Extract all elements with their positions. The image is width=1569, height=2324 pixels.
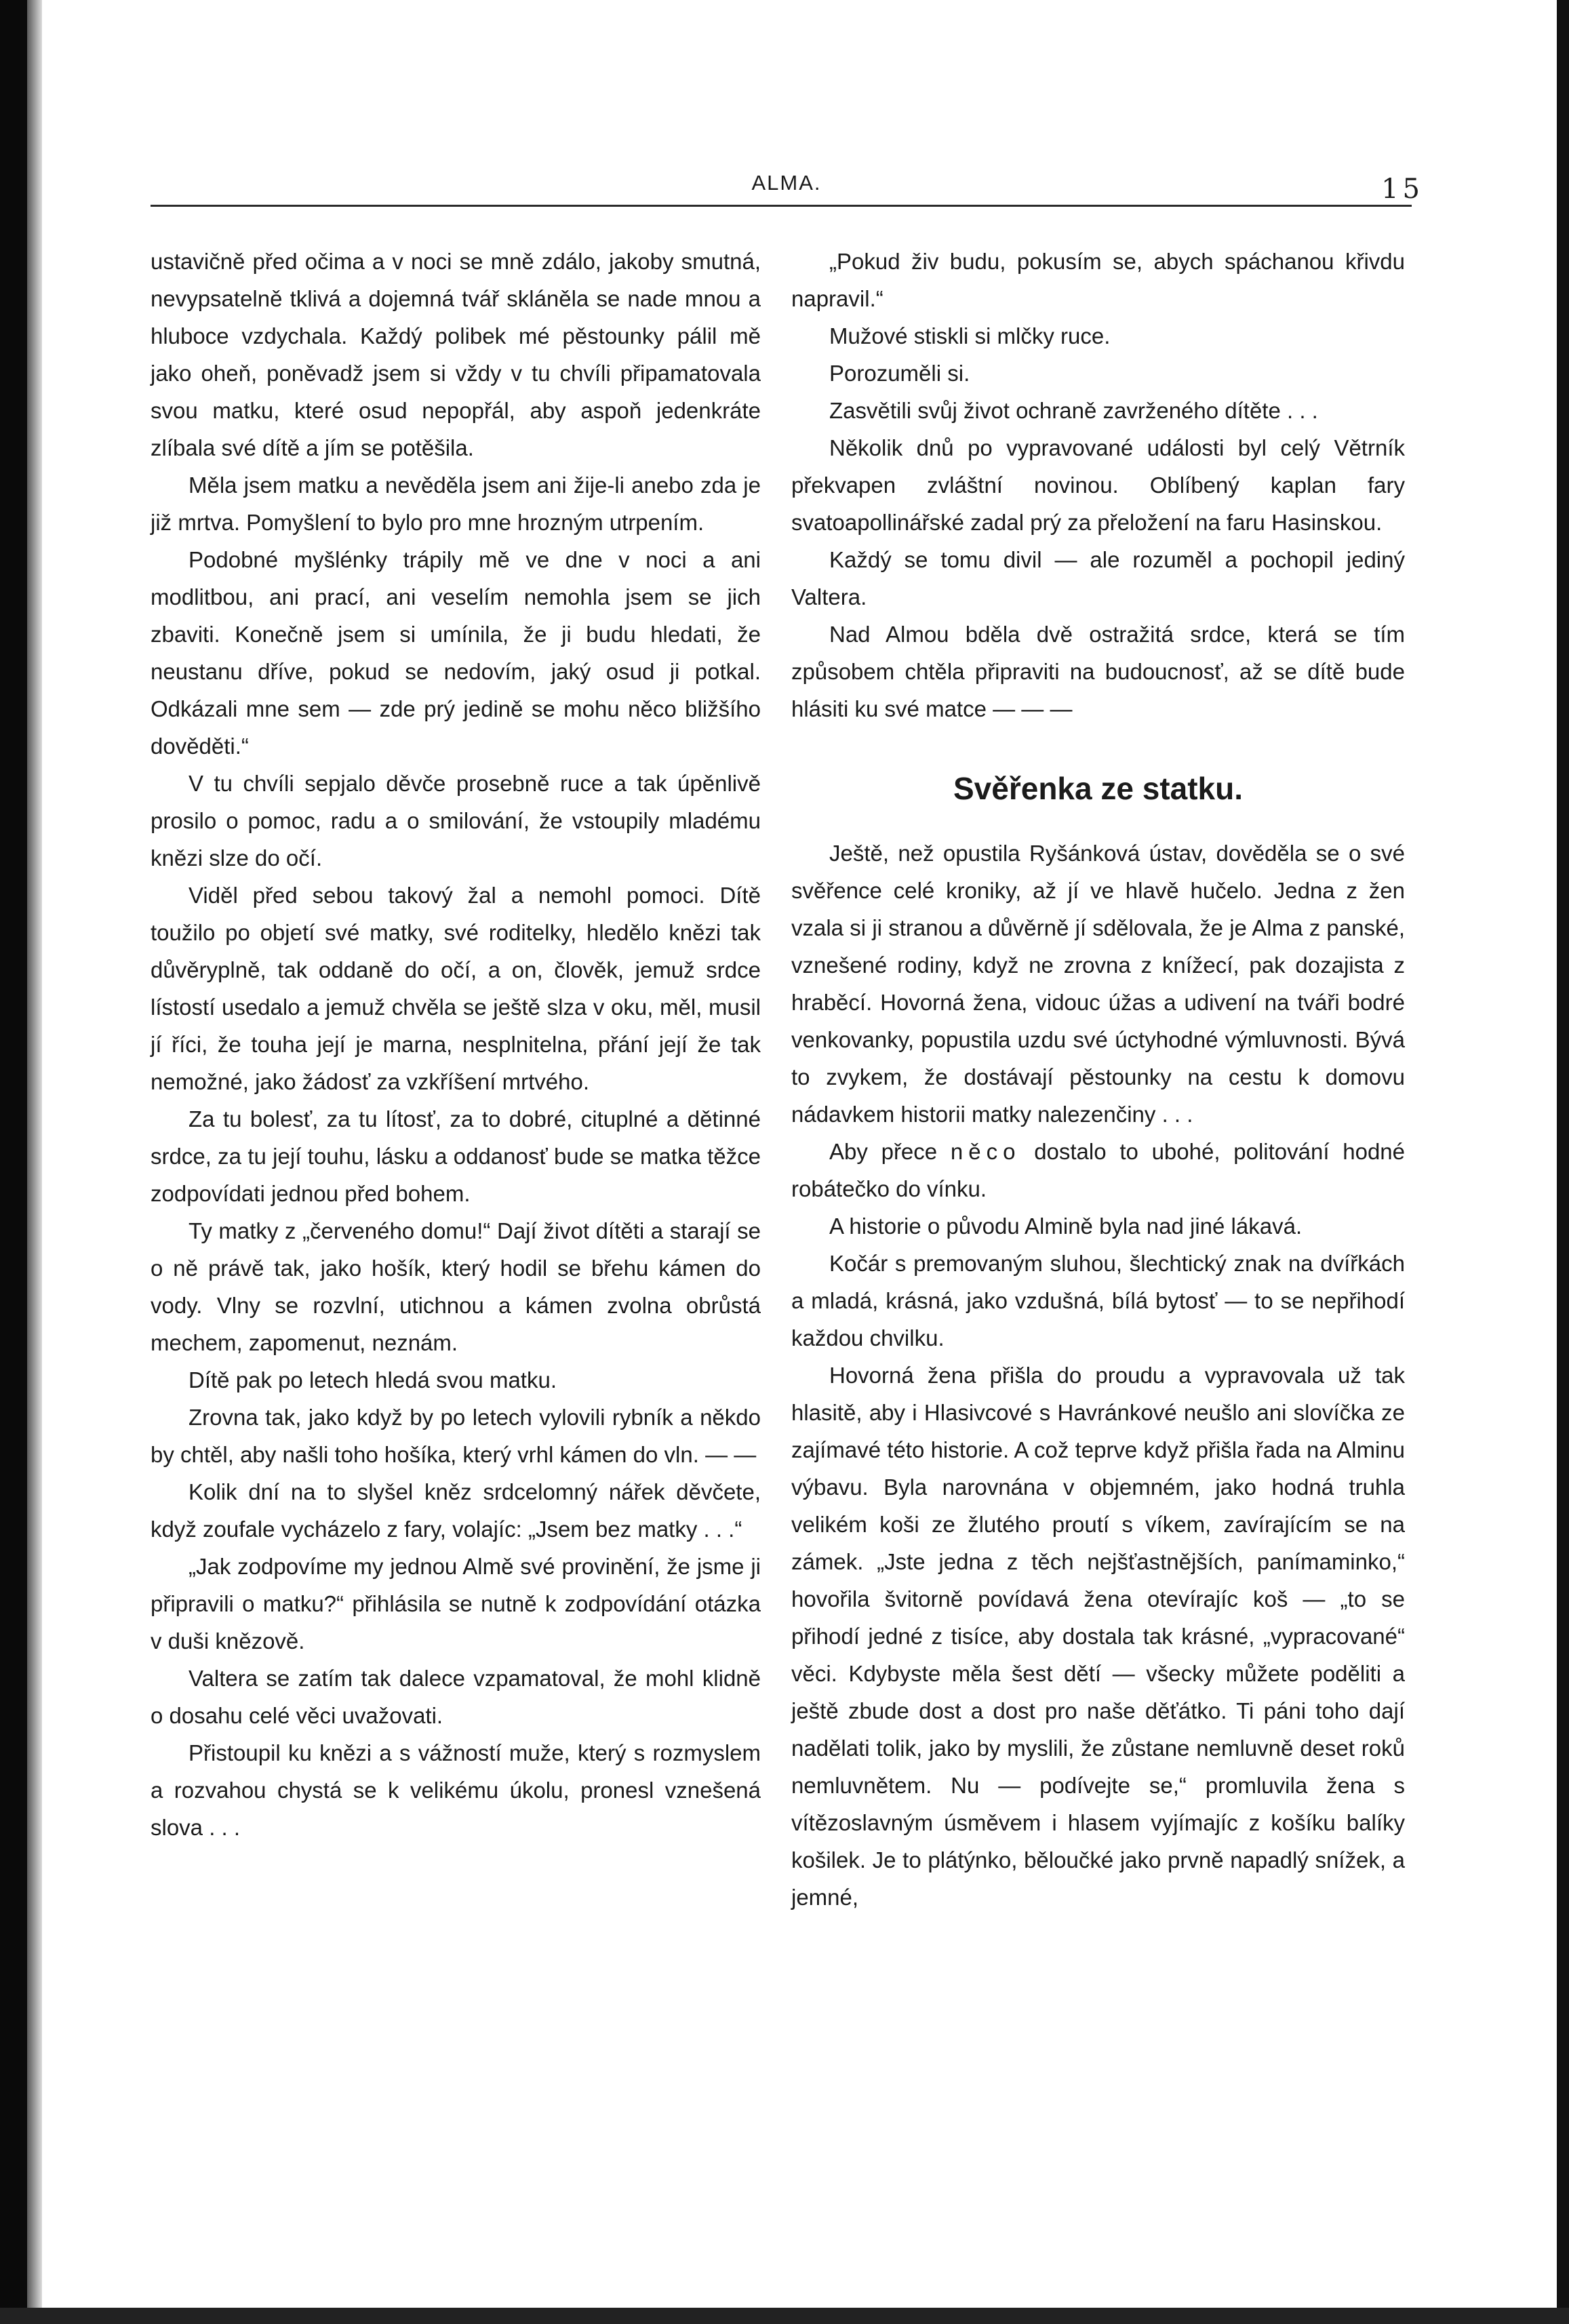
paragraph [791, 1133, 1405, 1207]
paragraph: Dítě pak po letech hledá svou matku. [188, 1367, 557, 1393]
paragraph: Několik dnů po vypravované události byl celý Větrník překvapen zvláštní novinou. Oblíbený kaplan fary svatoapollinářské zadal prý za přeložení na faru Hasinskou. [791, 435, 1405, 535]
paragraph: Kočár s premovaným sluhou, šlechtický znak na dvířkách a mladá, krásná, jako vzdušná, bílá bytosť — to se nepřihodí každou chvilku. [791, 1251, 1405, 1350]
paragraph: Přistoupil ku knězi a s vážností muže, který s rozmyslem a rozvahou chystá se k velikému úkolu, pronesl vznešená slova . . . [151, 1740, 761, 1840]
running-title: ALMA. [751, 171, 822, 195]
paragraph: „Pokud živ budu, pokusím se, abych spáchanou křivdu napravil.“ [791, 249, 1405, 311]
paragraph: Zrovna tak, jako když by po letech vylovili rybník a někdo by chtěl, aby našli toho hošíka, který vrhl kámen do vln. — — [151, 1405, 761, 1467]
paragraph: Za tu bolesť, za tu lítosť, za to dobré, cituplné a dětinné srdce, za tu její touhu, lásku a oddanosť bude se matka těžce zodpovídati jednou před bohem. [151, 1106, 761, 1206]
paragraph: Ještě, než opustila Ryšánková ústav, dověděla se o své svěřence celé kroniky, až jí ve hlavě hučelo. Jedna z žen vzala si ji stranou a důvěrně jí sdělovala, že je Alma z panské, vznešené rodiny, když ne zrovna z knížecí, pak dozajista z hraběcí. Hovorná žena, vidouc úžas a udivení na tváři bodré venkovanky, popustila uzdu své úctyhodné výmluvnosti. Bývá to zvykem, že dostávají pěstounky na cestu k domovu nádavkem historii matky nalezenčiny . . . [791, 841, 1405, 1127]
page-number: 15 [1381, 174, 1424, 205]
paragraph: Mužové stiskli si mlčky ruce. [829, 323, 1111, 348]
right-column [791, 243, 1405, 1916]
paragraph-text: Aby přece [829, 1139, 938, 1164]
paragraph: Každý se tomu divil — ale rozuměl a pochopil jediný Valtera. [791, 547, 1405, 609]
paragraph: Porozuměli si. [829, 361, 970, 386]
section-heading: Svěřenka ze statku. [953, 771, 1243, 806]
paragraph: Nad Almou bděla dvě ostražitá srdce, která se tím způsobem chtěla připraviti na budoucnosť, až se dítě bude hlásiti ku své matce — — — [791, 622, 1405, 721]
paragraph: Valtera se zatím tak dalece vzpamatoval, že mohl klidně o dosahu celé věci uvažovati. [151, 1666, 761, 1728]
paragraph: Podobné myšlénky trápily mě ve dne v noci a ani modlitbou, ani prací, ani veselím nemohla jsem se jich zbaviti. Konečně jsem si umínila, že ji budu hledati, že neustanu dříve, pokud se nedovím, jaký osud ji potkal. Odkázali mne sem — zde prý jedině se mohu něco bližšího dověděti.“ [151, 547, 761, 759]
paragraph: Zasvětili svůj život ochraně zavrženého dítěte . . . [829, 398, 1318, 423]
paragraph: Měla jsem matku a nevěděla jsem ani žije-li anebo zda je již mrtva. Pomyšlení to bylo pro mne hrozným utrpením. [151, 473, 761, 535]
paragraph: ustavičně před očima a v noci se mně zdálo, jakoby smutná, nevypsatelně tklivá a dojemná tvář skláněla se nade mnou a hluboce vzdychala. Každý polibek mé pěstounky pálil mě jako oheň, poněvadž jsem si vždy v tu chvíli připamatovala svou matku, které osud nepopřál, aby aspoň jedenkráte zlíbala své dítě a jím se potěšila. [151, 249, 761, 460]
paragraph: A historie o původu Almině byla nad jiné lákavá. [829, 1214, 1303, 1239]
paragraph: „Jak zodpovíme my jednou Almě své provinění, že jsme ji připravili o matku?“ přihlásila se nutně k zodpovídání otázka v duši knězově. [151, 1554, 761, 1654]
paragraph: Viděl před sebou takový žal a nemohl pomoci. Dítě toužilo po objetí své matky, své roditelky, hledělo knězi tak důvěryplně, tak oddaně do očí, a on, člověk, jemuž srdce lístostí usedalo a jemuž chvěla se ještě slza v oku, měl, musil jí říci, že touha její je marna, nesplnitelna, přání její že tak nemožné, jako žádosť za vzkříšení mrtvého. [151, 883, 761, 1094]
paragraph: Kolik dní na to slyšel kněz srdcelomný nářek děvčete, když zoufale vycházelo z fary, volajíc: „Jsem bez matky . . .“ [151, 1479, 761, 1542]
paragraph: V tu chvíli sepjalo děvče prosebně ruce a tak úpěnlivě prosilo o pomoc, radu a o smilování, že vstoupily mladému knězi slze do očí. [151, 771, 761, 870]
paragraph: Hovorná žena přišla do proudu a vypravovala už tak hlasitě, aby i Hlasivcové s Havránkové neušlo ani slovíčka ze zajímavé této historie. A což teprve když přišla řada na Alminu výbavu. Byla narovnána v objemném, jako hodná truhla velikém koši ze žlutého proutí s víkem, zavírajícím se na zámek. „Jste jedna z těch nejšťastnějších, panímaminko,“ hovořila švitorně povídavá žena otevírajíc koš — „to se přihodí jedné z tisíce, aby dostala tak krásné, „vypracované“ věci. Kdybyste měla šest dětí — všecky můžete poděliti a ještě zbude dost a dost pro naše děťátko. Ti páni toho dají nadělati tolik, jako by myslili, že zůstane nemluvně deset roků nemluvnětem. Nu — podívejte se,“ promluvila žena s vítězoslavným úsměvem i hlasem vyjímajíc z košíku balíky košilek. Je to plátýnko, běloučké jako prvně napadlý snížek, a jemné, [791, 1363, 1405, 1910]
spaced-emphasis: něco [950, 1139, 1021, 1164]
paragraph: Ty matky z „červeného domu!“ Dají život dítěti a starají se o ně právě tak, jako hošík, který hodil se břehu kámen do vody. Vlny se rozvlní, utichnou a kámen zvolna obrůstá mechem, zapomenut, neznám. [151, 1218, 761, 1355]
paragraph-text: dostalo to ubohé, politování hodné robátečko do vínku. [791, 1139, 1405, 1201]
left-column [151, 243, 761, 1846]
header-rule [151, 205, 1412, 207]
